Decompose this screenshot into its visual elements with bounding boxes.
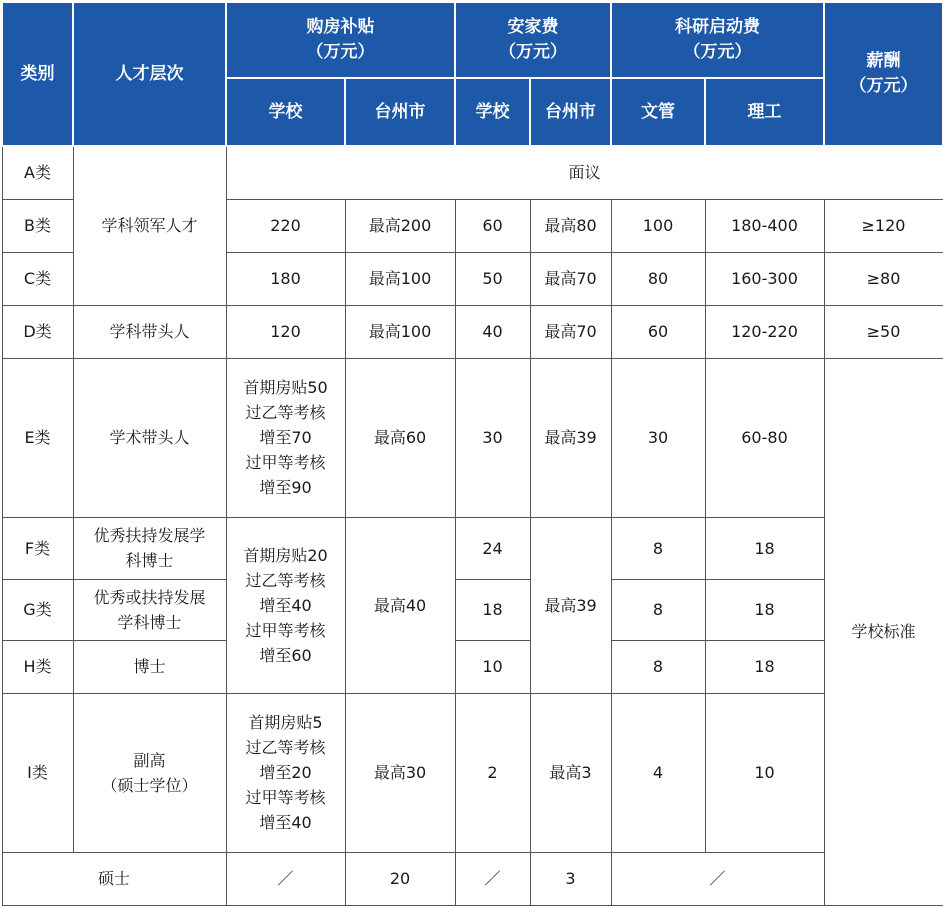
settle-school-cell: 40 bbox=[455, 305, 530, 358]
table-row bbox=[2, 358, 943, 517]
header-settlement-fee: 安家费 （万元） bbox=[455, 2, 611, 78]
category-cell: C类 bbox=[2, 252, 73, 305]
negotiable-cell: 面议 bbox=[226, 146, 943, 199]
settle-school-cell: 60 bbox=[455, 199, 530, 252]
research-science-cell: 18 bbox=[705, 579, 824, 640]
header-research-liberal: 文管 bbox=[611, 78, 705, 146]
header-talent-level: 人才层次 bbox=[73, 2, 226, 146]
settle-city-cell: 最高39 bbox=[530, 358, 611, 517]
header-salary: 薪酬 （万元） bbox=[824, 2, 943, 146]
settle-school-cell: 50 bbox=[455, 252, 530, 305]
research-liberal-cell: 8 bbox=[611, 517, 705, 579]
housing-school-cell: ／ bbox=[226, 852, 345, 905]
settle-city-cell: 最高80 bbox=[530, 199, 611, 252]
category-cell: F类 bbox=[2, 517, 73, 579]
research-liberal-cell: 60 bbox=[611, 305, 705, 358]
settle-school-cell: 30 bbox=[455, 358, 530, 517]
talent-level-cell: 学科带头人 bbox=[73, 305, 226, 358]
header-housing-school: 学校 bbox=[226, 78, 345, 146]
header-research-fund: 科研启动费 （万元） bbox=[611, 2, 824, 78]
research-liberal-cell: 8 bbox=[611, 579, 705, 640]
talent-level-cell: 优秀或扶持发展 学科博士 bbox=[73, 579, 226, 640]
table-row bbox=[2, 693, 943, 852]
research-science-cell: 18 bbox=[705, 640, 824, 693]
housing-school-cell: 120 bbox=[226, 305, 345, 358]
header-settle-city: 台州市 bbox=[530, 78, 611, 146]
header-housing-subsidy: 购房补贴 （万元） bbox=[226, 2, 455, 78]
settle-city-cell: 3 bbox=[530, 852, 611, 905]
settle-school-cell: 2 bbox=[455, 693, 530, 852]
header-housing-city: 台州市 bbox=[345, 78, 455, 146]
settle-school-cell: 10 bbox=[455, 640, 530, 693]
research-liberal-cell: 100 bbox=[611, 199, 705, 252]
talent-policy-table bbox=[1, 1, 943, 906]
talent-level-cell: 副高 （硕士学位） bbox=[73, 693, 226, 852]
research-science-cell: 10 bbox=[705, 693, 824, 852]
talent-level-cell: 博士 bbox=[73, 640, 226, 693]
housing-city-cell: 20 bbox=[345, 852, 455, 905]
salary-cell: ≥50 bbox=[824, 305, 943, 358]
housing-city-cell: 最高30 bbox=[345, 693, 455, 852]
category-cell: I类 bbox=[2, 693, 73, 852]
housing-school-cell: 首期房贴50 过乙等考核 增至70 过甲等考核 增至90 bbox=[226, 358, 345, 517]
category-cell: B类 bbox=[2, 199, 73, 252]
settle-city-cell: 最高70 bbox=[530, 305, 611, 358]
housing-city-cell: 最高100 bbox=[345, 305, 455, 358]
table-row bbox=[2, 146, 943, 199]
settle-school-cell: 24 bbox=[455, 517, 530, 579]
research-liberal-cell: 30 bbox=[611, 358, 705, 517]
table-row bbox=[2, 852, 943, 905]
research-cell: ／ bbox=[611, 852, 824, 905]
talent-level-cell: 学科领军人才 bbox=[73, 146, 226, 305]
settle-school-cell: 18 bbox=[455, 579, 530, 640]
salary-cell: ≥120 bbox=[824, 199, 943, 252]
header-research-science: 理工 bbox=[705, 78, 824, 146]
housing-school-cell: 首期房贴20 过乙等考核 增至40 过甲等考核 增至60 bbox=[226, 517, 345, 693]
housing-school-cell: 首期房贴5 过乙等考核 增至20 过甲等考核 增至40 bbox=[226, 693, 345, 852]
housing-school-cell: 180 bbox=[226, 252, 345, 305]
housing-city-cell: 最高100 bbox=[345, 252, 455, 305]
housing-city-cell: 最高40 bbox=[345, 517, 455, 693]
research-liberal-cell: 8 bbox=[611, 640, 705, 693]
housing-city-cell: 最高60 bbox=[345, 358, 455, 517]
settle-city-cell: 最高3 bbox=[530, 693, 611, 852]
talent-level-cell: 优秀扶持发展学 科博士 bbox=[73, 517, 226, 579]
salary-school-standard-cell: 学校标准 bbox=[824, 358, 943, 905]
research-science-cell: 180-400 bbox=[705, 199, 824, 252]
category-cell: H类 bbox=[2, 640, 73, 693]
research-science-cell: 120-220 bbox=[705, 305, 824, 358]
category-cell: D类 bbox=[2, 305, 73, 358]
research-science-cell: 60-80 bbox=[705, 358, 824, 517]
talent-level-cell: 学术带头人 bbox=[73, 358, 226, 517]
settle-school-cell: ／ bbox=[455, 852, 530, 905]
research-science-cell: 160-300 bbox=[705, 252, 824, 305]
table-row bbox=[2, 305, 943, 358]
housing-school-cell: 220 bbox=[226, 199, 345, 252]
research-liberal-cell: 80 bbox=[611, 252, 705, 305]
category-cell: E类 bbox=[2, 358, 73, 517]
table-row bbox=[2, 579, 943, 640]
category-cell: G类 bbox=[2, 579, 73, 640]
table-row bbox=[2, 517, 943, 579]
category-cell: A类 bbox=[2, 146, 73, 199]
salary-cell: ≥80 bbox=[824, 252, 943, 305]
header-settle-school: 学校 bbox=[455, 78, 530, 146]
master-label-cell: 硕士 bbox=[2, 852, 226, 905]
header-category: 类别 bbox=[2, 2, 73, 146]
table-row bbox=[2, 640, 943, 693]
settle-city-cell: 最高70 bbox=[530, 252, 611, 305]
research-liberal-cell: 4 bbox=[611, 693, 705, 852]
housing-city-cell: 最高200 bbox=[345, 199, 455, 252]
settle-city-cell: 最高39 bbox=[530, 517, 611, 693]
research-science-cell: 18 bbox=[705, 517, 824, 579]
